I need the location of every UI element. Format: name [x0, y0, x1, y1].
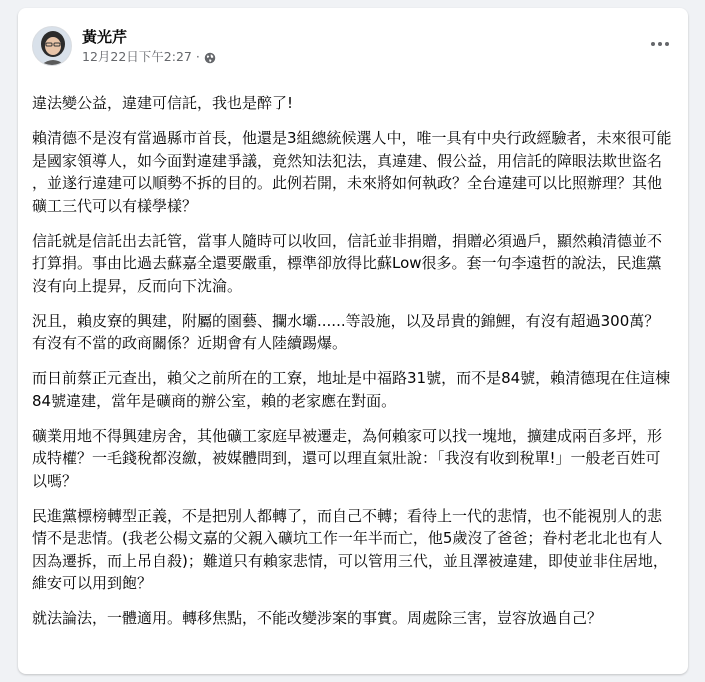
post-paragraph: 而日前蔡正元查出，賴父之前所在的工寮，地址是中福路31號，而不是84號，賴清德現在住這棟84號違建，當年是礦商的辦公室，賴的老家應在對面。 — [32, 369, 671, 410]
post-meta — [82, 27, 216, 66]
post-header — [32, 22, 216, 70]
post-body — [32, 92, 672, 642]
post-paragraph: 賴清德不是沒有當過縣市首長，他還是3組總統候選人中，唯一具有中央行政經驗者，未來很可能是國家領導人，如今面對違建爭議，竟然知法犯法，真違建、假公益，用信託的障眼法欺世盜名，並遂行違建可以順勢不拆的目的。此例若開，未來將如何執政？全台違建可以比照辦理？其他礦工三代可以有樣學樣？ — [32, 129, 672, 215]
post-paragraph: 違法變公益，違建可信託，我也是醉了! — [32, 94, 294, 112]
post-paragraph: 礦業用地不得興建房舍，其他礦工家庭早被遷走，為何賴家可以找一塊地，擴建成兩百多坪，形成特權？一毛錢稅都沒繳，被媒體問到，還可以理直氣壯說：「我沒有收到稅單!」一般老百姓可以嗎？ — [32, 426, 663, 490]
post-paragraph: 民進黨標榜轉型正義，不是把別人都轉了，而自己不轉；看待上一代的悲情，也不能視別人的悲情不是悲情。(我老公楊文嘉的父親入礦坑工作一年半而亡，他5歲沒了爸爸；眷村老北北也有人因為遷拆，而上吊自殺)；難道只有賴家悲情，可以管用三代，並且澤被違建，即使並非住居地，維安可以用到飽？ — [32, 506, 668, 592]
author-avatar[interactable] — [32, 26, 72, 66]
avatar-portrait-icon — [33, 27, 72, 66]
post-paragraph: 況且，賴皮寮的興建，附屬的園藝、攔水壩......等設施，以及昂貴的錦鯉，有沒有超過300萬？有沒有不當的政商關係？近期會有人陸續踢爆。 — [32, 311, 660, 352]
separator-dot: · — [195, 48, 200, 64]
post-timestamp[interactable]: 12月22日下午2:27 — [82, 48, 192, 64]
more-options-icon[interactable] — [642, 26, 678, 62]
post-subtitle — [82, 48, 216, 66]
author-name[interactable]: 黃光芹 — [82, 27, 128, 46]
post-paragraph: 就法論法，一體適用。轉移焦點，不能改變涉案的事實。周處除三害，豈容放過自己？ — [32, 609, 603, 627]
post-card — [18, 8, 688, 674]
globe-icon[interactable] — [204, 51, 216, 63]
post-paragraph: 信託就是信託出去託管，當事人隨時可以收回，信託並非捐贈，捐贈必須過戶，顯然賴清德並不打算捐。事由比過去蘇嘉全還要嚴重，標準卻放得比蘇Low很多。套一句李遠哲的說法，民進黨沒有向上提昇，反而向下沈淪。 — [32, 231, 663, 295]
